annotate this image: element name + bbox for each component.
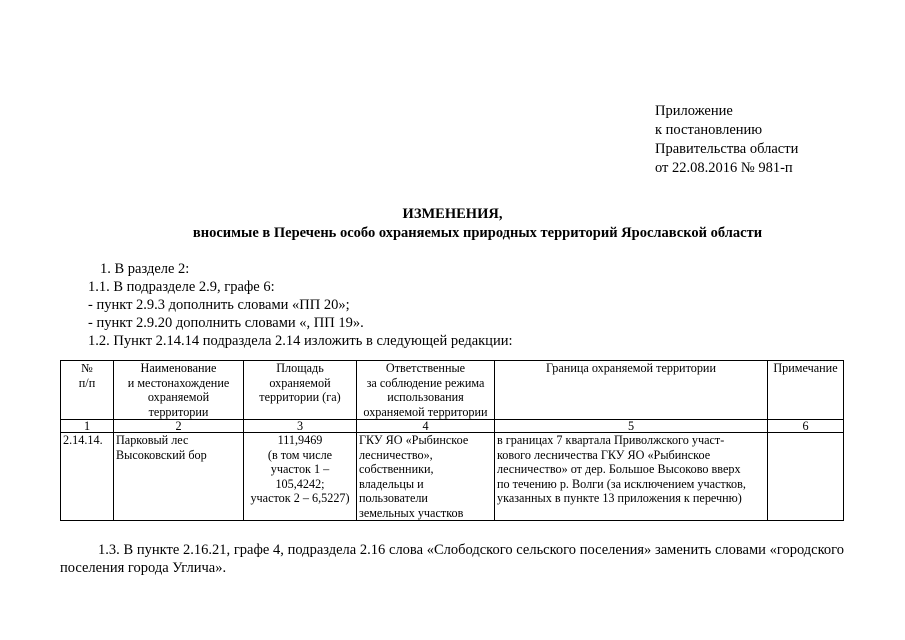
cell-line: № — [81, 361, 93, 375]
cell-line: территории (га) — [259, 390, 341, 404]
table-row — [61, 433, 844, 521]
header-cell — [114, 361, 244, 420]
cell-line: лесничество» от дер. Большое Высоково вверх — [497, 462, 741, 476]
cell-line: Парковый лес — [116, 433, 189, 447]
cell-line — [770, 433, 841, 448]
cell-line: по течению р. Волги (за исключением участков, — [497, 476, 746, 491]
cell-line: охраняемой — [147, 390, 210, 404]
paragraph: - пункт 2.9.20 дополнить словами «, ПП 19». — [88, 315, 364, 331]
boundary-cell — [495, 433, 768, 521]
cell-line: и местонахождение — [127, 375, 230, 390]
cell-line: Примечание — [773, 361, 838, 375]
column-number: 4 — [357, 420, 495, 433]
cell-line: охраняемой — [269, 375, 331, 390]
title-subheading: вносимые в Перечень особо охраняемых природных территорий Ярославской области — [192, 225, 763, 241]
cell-line: Высоковский бор — [116, 447, 207, 462]
cell-line: указанных в пункте 13 приложения к перечню) — [497, 491, 742, 505]
cell-line: кового лесничества ГКУ ЯО «Рыбинское — [497, 447, 711, 462]
cell-line: 111,9469 — [277, 433, 323, 447]
column-number: 5 — [495, 420, 768, 433]
protected-area-table — [60, 360, 844, 521]
appendix-line: к постановлению — [655, 122, 763, 138]
cell-line: владельцы и — [359, 476, 424, 491]
note-cell — [768, 433, 844, 521]
cell-line: собственники, — [359, 462, 434, 476]
paragraph: 1.2. Пункт 2.14.14 подраздела 2.14 изложить в следующей редакции: — [88, 333, 513, 349]
cell-line: ГКУ ЯО «Рыбинское — [359, 433, 469, 447]
column-number: 1 — [61, 420, 114, 433]
area-cell — [244, 433, 357, 521]
header-cell — [244, 361, 357, 420]
appendix-line: Правительства области — [655, 141, 799, 157]
cell-line: участок 2 – 6,5227) — [250, 491, 350, 505]
cell-line: п/п — [78, 375, 96, 390]
cell-line: территории — [148, 404, 209, 419]
cell-line: в границах 7 квартала Приволжского участ- — [497, 433, 725, 447]
header-cell — [61, 361, 114, 420]
header-cell — [357, 361, 495, 420]
cell-line: Площадь — [276, 361, 324, 375]
cell-line: участок 1 – — [270, 462, 330, 476]
cell-line: охраняемой территории — [363, 404, 488, 419]
header-cell — [495, 361, 768, 420]
appendix-block — [655, 102, 798, 178]
paragraph: 1. В разделе 2: — [100, 261, 190, 277]
cell-line: 105,4242; — [275, 476, 325, 491]
cell-line: пользователи — [359, 491, 428, 505]
column-number: 3 — [244, 420, 357, 433]
paragraph: - пункт 2.9.3 дополнить словами «ПП 20»; — [88, 297, 350, 313]
cell-line: за соблюдение режима — [366, 375, 485, 390]
title-heading: ИЗМЕНЕНИЯ, — [402, 206, 503, 222]
row-number-cell — [61, 433, 114, 521]
table-header-row — [61, 361, 844, 420]
footer-paragraph: 1.3. В пункте 2.16.21, графе 4, подраздела 2.16 слова «Слободского сельского поселения» заменить словами «городского поселения города Углича». — [60, 542, 844, 576]
cell-line: (в том числе — [267, 447, 333, 462]
appendix-line: от 22.08.2016 № 981-п — [655, 160, 793, 176]
column-number-row — [61, 420, 844, 433]
cell-line: использования — [387, 390, 464, 404]
document-title — [0, 205, 905, 243]
paragraph: 1.1. В подразделе 2.9, графе 6: — [88, 279, 275, 295]
cell-line: 2.14.14. — [63, 433, 103, 447]
cell-line: Граница охраняемой территории — [546, 361, 716, 375]
cell-line: Ответственные — [385, 361, 466, 375]
column-number: 6 — [768, 420, 844, 433]
column-number: 2 — [114, 420, 244, 433]
responsible-cell — [357, 433, 495, 521]
name-cell — [114, 433, 244, 521]
cell-line: лесничество», — [359, 447, 433, 462]
header-cell — [768, 361, 844, 420]
amendment-paragraphs — [88, 260, 513, 350]
cell-line: земельных участков — [359, 505, 464, 520]
cell-line: Наименование — [140, 361, 217, 375]
appendix-line: Приложение — [655, 103, 733, 119]
